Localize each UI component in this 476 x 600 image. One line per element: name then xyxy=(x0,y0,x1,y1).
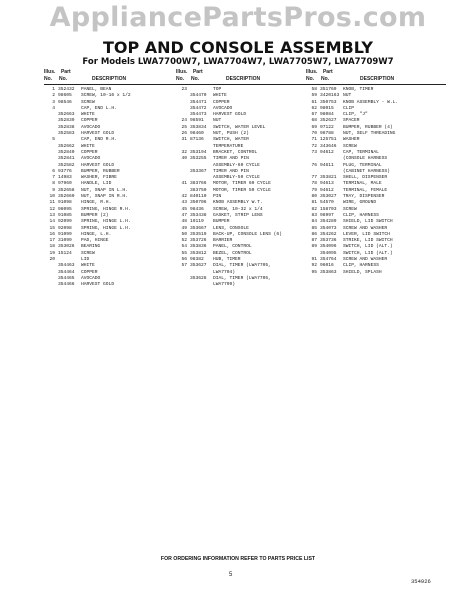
parts-column-2 xyxy=(176,69,306,289)
header-no-illus: No. xyxy=(44,76,53,82)
part-description: CAP, END R.H. xyxy=(81,137,117,143)
illus-number: 20 xyxy=(49,257,55,263)
illus-number: 6 xyxy=(52,168,55,174)
part-number: 54570 xyxy=(320,200,334,206)
part-description: LENS, CONSOLE xyxy=(213,225,249,231)
part-number: 354470 xyxy=(190,93,207,99)
part-description: SPRING, HINGE R.H. xyxy=(81,206,131,212)
part-description: WHITE xyxy=(213,93,227,99)
part-description: AVOCADO xyxy=(81,275,101,281)
header-illus: Illus. xyxy=(176,69,188,75)
part-description: STRIKE, LID SWITCH xyxy=(343,238,393,244)
illus-number: 19 xyxy=(49,250,55,256)
part-number: 158703 xyxy=(320,206,337,212)
illus-number: 79 xyxy=(311,187,317,193)
ordering-info-footer: FOR ORDERING INFORMATION REFER TO PARTS PRICE LIST xyxy=(160,556,316,562)
part-number: 383766 xyxy=(190,181,207,187)
illus-number: 91 xyxy=(311,257,317,263)
part-description: TEMPERATURE xyxy=(213,143,244,149)
part-description: ASSEMBLY-60 CYCLE xyxy=(213,162,260,168)
part-number: 94611 xyxy=(320,162,334,168)
part-description: KNOB ASSEMBLY - W.L. xyxy=(343,99,399,105)
part-description: HARVEST GOLD xyxy=(213,112,247,118)
part-number: 352839 xyxy=(58,118,75,124)
illus-number: 70 xyxy=(311,131,317,137)
illus-number: 15 xyxy=(49,225,55,231)
illus-number: 17 xyxy=(49,238,55,244)
illus-number: 41 xyxy=(181,181,187,187)
illus-number: 56 xyxy=(181,257,187,263)
part-description: HANDLE, LID xyxy=(81,181,112,187)
part-description: SPRING, HINGE L.H. xyxy=(81,219,131,225)
illus-number: 18 xyxy=(49,244,55,250)
part-description: CLIP xyxy=(343,105,355,111)
part-description: CAP, END L.H. xyxy=(81,105,117,111)
part-description: WHITE xyxy=(81,112,95,118)
part-number: 352840 xyxy=(58,149,75,155)
illus-number: 16 xyxy=(49,231,55,237)
illus-number: 5 xyxy=(52,137,55,143)
part-description: DIAL, TIMER (LWA7705, xyxy=(213,263,271,269)
part-description: (CABINET HARNESS) xyxy=(343,168,390,174)
illus-number: 7 xyxy=(52,175,55,181)
part-number: 352841 xyxy=(58,156,75,162)
part-description: NUT, SELF THREADING xyxy=(343,131,396,137)
part-description: WASHER, FIBRE xyxy=(81,175,117,181)
part-description: AVOCADO xyxy=(81,124,101,130)
parts-column-3 xyxy=(306,69,446,276)
part-description: SWITCH, LID (ALT.) xyxy=(343,244,393,250)
part-number: 87136 xyxy=(190,137,204,143)
part-description: LEVER, LID SWITCH xyxy=(343,231,390,237)
parts-list xyxy=(176,87,306,289)
part-description: BACK-UP, CONSOLE LENS (6) xyxy=(213,231,282,237)
header-part: Part xyxy=(192,69,203,75)
part-description: ASSEMBLY-50 CYCLE xyxy=(213,175,260,181)
part-description: DIAL, TIMER (LWA7705, xyxy=(213,275,271,281)
part-description: COPPER xyxy=(81,118,98,124)
part-row xyxy=(44,282,176,288)
illus-number: 71 xyxy=(311,137,317,143)
illus-number: 81 xyxy=(311,200,317,206)
illus-number: 10 xyxy=(49,194,55,200)
part-description: PANEL, BEAN xyxy=(81,87,112,92)
header-illus: Illus. xyxy=(306,69,318,75)
part-description: SHELL, DISPENSER xyxy=(343,175,388,181)
illus-number: 62 xyxy=(311,105,317,111)
part-number: 354465 xyxy=(58,275,75,281)
part-number: 98997 xyxy=(320,212,334,218)
part-number: 31099 xyxy=(58,238,72,244)
illus-number: 48 xyxy=(181,219,187,225)
part-description: COPPER xyxy=(81,149,98,155)
part-description: LID xyxy=(81,257,90,263)
part-number: 353863 xyxy=(320,269,337,275)
document-code: 354926 xyxy=(411,578,431,585)
part-number: 352627 xyxy=(320,118,337,124)
illus-number: 80 xyxy=(311,194,317,200)
illus-number: 24 xyxy=(181,118,187,124)
illus-number: 78 xyxy=(311,181,317,187)
part-description: HUB, TIMER xyxy=(213,257,241,263)
parts-list xyxy=(306,87,446,276)
column-header xyxy=(44,69,176,85)
parts-column-1 xyxy=(44,69,176,289)
illus-number: 83 xyxy=(311,212,317,218)
header-no-part: No. xyxy=(191,76,200,82)
part-description: BUMPER xyxy=(213,219,230,225)
illus-number: 84 xyxy=(311,219,317,225)
part-number: 98460 xyxy=(190,131,204,137)
part-description: CLIP, HARNESS xyxy=(343,212,379,218)
part-number: 350753 xyxy=(320,99,337,105)
part-description: (CONSOLE HARNESS xyxy=(343,156,388,162)
part-description: MOTOR, TIMER 50 CYCLE xyxy=(213,187,271,193)
part-number: 98788 xyxy=(320,131,334,137)
header-part: Part xyxy=(60,69,71,75)
part-number: 19119 xyxy=(190,219,204,225)
part-description: HARVEST GOLD xyxy=(81,162,115,168)
illus-number: 23 xyxy=(181,87,187,92)
illus-number: 86 xyxy=(311,231,317,237)
part-description: KNOB ASSEMBLY W.T. xyxy=(213,200,263,206)
part-description: SHIELD, SPLASH xyxy=(343,269,382,275)
illus-number: 3 xyxy=(52,99,55,105)
part-number: 354472 xyxy=(190,105,207,111)
part-number: 352658 xyxy=(58,187,75,193)
part-number: 353194 xyxy=(190,149,207,155)
illus-number: 50 xyxy=(181,231,187,237)
part-description: NUT, PUSH (2) xyxy=(213,131,249,137)
illus-number: 45 xyxy=(181,206,187,212)
part-description: HARVEST GOLD xyxy=(81,131,115,137)
part-number: 98605 xyxy=(58,93,72,99)
part-number: 94612 xyxy=(320,187,334,193)
part-description: BEZEL, CONTROL xyxy=(213,250,252,256)
part-description: BEARING xyxy=(81,244,101,250)
part-number: 354764 xyxy=(320,257,337,263)
part-number: 353821 xyxy=(320,175,337,181)
part-number: 91085 xyxy=(58,212,72,218)
part-number: 352663 xyxy=(58,112,75,118)
illus-number: 54 xyxy=(181,244,187,250)
part-number: 352432 xyxy=(58,87,75,92)
part-number: 353367 xyxy=(190,168,207,174)
part-description: SCREW xyxy=(343,206,357,212)
part-number: 98591 xyxy=(190,118,204,124)
header-description: DESCRIPTION xyxy=(226,76,261,82)
part-description: WASHER xyxy=(343,137,360,143)
part-number: 353834 xyxy=(190,124,207,130)
part-description: TIMER AND PIN xyxy=(213,168,249,174)
part-description: BUMPER, RUBBER xyxy=(81,168,120,174)
part-number: 93776 xyxy=(58,168,72,174)
part-number: 353255 xyxy=(190,156,207,162)
illus-number: 11 xyxy=(49,200,55,206)
part-number: 97960 xyxy=(58,181,72,187)
part-description: PIN xyxy=(213,194,222,200)
part-number: 98095 xyxy=(58,206,72,212)
part-description: TIMER AND PIN xyxy=(213,156,249,162)
part-description: HINGE, R.H. xyxy=(81,200,112,206)
part-number: 353667 xyxy=(190,225,207,231)
part-number: 352583 xyxy=(58,131,75,137)
illus-number: 26 xyxy=(181,131,187,137)
part-number: 354096 xyxy=(320,244,337,250)
part-number: 352582 xyxy=(58,162,75,168)
illus-number: 95 xyxy=(311,269,317,275)
part-number: 353627 xyxy=(190,263,207,269)
part-number: 354289 xyxy=(320,219,337,225)
part-description: SHIELD, LID SWITCH xyxy=(343,219,393,225)
part-number: 354095 xyxy=(320,250,337,256)
part-number: 125751 xyxy=(320,137,337,143)
part-number: 354073 xyxy=(320,225,337,231)
illus-number: 76 xyxy=(311,162,317,168)
part-description: WHITE xyxy=(81,263,95,269)
part-row xyxy=(176,282,306,288)
part-description: PANEL, CONTROL xyxy=(213,244,252,250)
header-part: Part xyxy=(322,69,333,75)
part-number: 353519 xyxy=(190,231,207,237)
part-description: SCREW AND WASHER xyxy=(343,257,388,263)
part-description: TRAY, DISPENSER xyxy=(343,194,385,200)
part-number: 3420163 xyxy=(320,93,340,99)
part-number: 354463 xyxy=(58,263,75,269)
parts-list xyxy=(44,87,176,289)
part-number: 96016 xyxy=(320,263,334,269)
part-number: 354471 xyxy=(190,99,207,105)
part-description: NUT, SNAP IN R.H. xyxy=(81,194,128,200)
part-description: SCREW, 10-16 x 1/2 xyxy=(81,93,131,99)
part-description: LWA7709) xyxy=(213,282,236,288)
part-number: 353812 xyxy=(190,250,207,256)
illus-number: 1 xyxy=(52,87,55,92)
part-description: CAP, TERMINAL xyxy=(343,149,379,155)
illus-number: 4 xyxy=(52,105,55,111)
part-number: 98382 xyxy=(190,257,204,263)
part-number: 354473 xyxy=(190,112,207,118)
part-number: 353726 xyxy=(190,238,207,244)
part-number: 91099 xyxy=(58,231,72,237)
part-row xyxy=(306,270,446,276)
part-number: 97122 xyxy=(320,124,334,130)
part-number: 14983 xyxy=(58,175,72,181)
part-description: CLIP, "J" xyxy=(343,112,368,118)
part-description: TERMINAL, FEMALE xyxy=(343,187,388,193)
part-description: NUT, SNAP IN L.H. xyxy=(81,187,128,193)
part-description: PLUG, TERMINAL xyxy=(343,162,382,168)
part-number: 354464 xyxy=(58,269,75,275)
header-no-illus: No. xyxy=(176,76,185,82)
part-number: 351769 xyxy=(320,87,337,92)
header-illus: Illus. xyxy=(44,69,56,75)
part-number: 92099 xyxy=(58,219,72,225)
illus-number: 69 xyxy=(311,124,317,130)
part-number: 353438 xyxy=(190,212,207,218)
part-number: 352662 xyxy=(58,143,75,149)
part-description: SWITCH, WATER LEVEL xyxy=(213,124,266,130)
part-number: 343646 xyxy=(320,143,337,149)
part-description: WIRE, GROUND xyxy=(343,200,377,206)
models-subtitle: For Models LWA7700W7, LWA7704W7, LWA7705W7, LWA7709W7 xyxy=(82,57,394,67)
part-number: 840110 xyxy=(190,194,207,200)
part-description: COPPER xyxy=(213,99,230,105)
part-number: 354466 xyxy=(58,282,75,288)
part-description: SWITCH, LID (ALT.) xyxy=(343,250,393,256)
page-number: 5 xyxy=(229,572,233,578)
part-description: TERMINAL, MALE xyxy=(343,181,382,187)
part-number: 94613 xyxy=(320,181,334,187)
illus-number: 72 xyxy=(311,143,317,149)
part-number: 352660 xyxy=(58,194,75,200)
part-description: MOTOR, TIMER 60 CYCLE xyxy=(213,181,271,187)
illus-number: 43 xyxy=(181,200,187,206)
part-description: BRACKET, CONTROL xyxy=(213,149,258,155)
illus-number: 49 xyxy=(181,225,187,231)
illus-number: 9 xyxy=(52,187,55,193)
illus-number: 73 xyxy=(311,149,317,155)
column-header xyxy=(176,69,306,85)
illus-number: 55 xyxy=(181,250,187,256)
part-description: PAD, HINGE xyxy=(81,238,109,244)
part-number: 352838 xyxy=(58,124,75,130)
illus-number: 13 xyxy=(49,212,55,218)
illus-number: 8 xyxy=(52,181,55,187)
column-header xyxy=(306,69,446,85)
part-description: SCREW, 10-32 x 1/4 xyxy=(213,206,263,212)
illus-number: 57 xyxy=(181,263,187,269)
part-description: COPPER xyxy=(81,269,98,275)
part-description: SCREW xyxy=(81,250,95,256)
watermark-logo: AppliancePartsPros.com xyxy=(49,2,427,33)
illus-number: 77 xyxy=(311,175,317,181)
illus-number: 58 xyxy=(311,87,317,92)
part-number: 353836 xyxy=(190,244,207,250)
part-description: HINGE, L.H. xyxy=(81,231,112,237)
part-number: 98436 xyxy=(190,206,204,212)
part-description: KNOB, TIMER xyxy=(343,87,374,92)
part-description: SCREW xyxy=(343,143,357,149)
part-number: 353628 xyxy=(190,275,207,281)
illus-number: 25 xyxy=(181,124,187,130)
illus-number: 67 xyxy=(311,112,317,118)
part-description: HARVEST GOLD xyxy=(81,282,115,288)
header-no-part: No. xyxy=(59,76,68,82)
part-number: 15124 xyxy=(58,250,72,256)
illus-number: 42 xyxy=(181,194,187,200)
part-description: BUMPER, RUBBER (4) xyxy=(343,124,393,130)
illus-number: 59 xyxy=(311,93,317,99)
page-title: TOP AND CONSOLE ASSEMBLY xyxy=(102,38,374,57)
illus-number: 40 xyxy=(181,156,187,162)
part-description: AVOCADO xyxy=(81,156,101,162)
part-description: SWITCH, WATER xyxy=(213,137,249,143)
illus-number: 82 xyxy=(311,206,317,212)
part-number: 383750 xyxy=(190,187,207,193)
header-no-part: No. xyxy=(321,76,330,82)
part-description: SCREW xyxy=(81,99,95,105)
illus-number: 92 xyxy=(311,263,317,269)
illus-number: 12 xyxy=(49,206,55,212)
part-description: NUT xyxy=(343,93,352,99)
illus-number: 89 xyxy=(311,244,317,250)
part-number: 98015 xyxy=(320,105,334,111)
part-description: GASKET, STRIP LENS xyxy=(213,212,263,218)
part-description: BARRIER xyxy=(213,238,233,244)
part-description: TOP xyxy=(213,87,222,92)
part-number: 98084 xyxy=(320,112,334,118)
header-description: DESCRIPTION xyxy=(92,76,127,82)
illus-number: 47 xyxy=(181,212,187,218)
part-number: 353027 xyxy=(320,194,337,200)
part-description: SCREW AND WASHER xyxy=(343,225,388,231)
illus-number: 68 xyxy=(311,118,317,124)
illus-number: 32 xyxy=(181,149,187,155)
part-number: 91098 xyxy=(58,200,72,206)
illus-number: 52 xyxy=(181,238,187,244)
part-description: AVOCADO xyxy=(213,105,233,111)
header-no-illus: No. xyxy=(306,76,315,82)
part-number: 94612 xyxy=(320,149,334,155)
illus-number: 85 xyxy=(311,225,317,231)
illus-number: 2 xyxy=(52,93,55,99)
illus-number: 31 xyxy=(181,137,187,143)
part-number: 92098 xyxy=(58,225,72,231)
illus-number: 61 xyxy=(311,99,317,105)
part-description: BUMPER (2) xyxy=(81,212,109,218)
part-description: SPACER xyxy=(343,118,360,124)
part-description: WHITE xyxy=(81,143,95,149)
part-number: 354262 xyxy=(320,231,337,237)
part-description: SPRING, HINGE L.H. xyxy=(81,225,131,231)
part-number: 98546 xyxy=(58,99,72,105)
part-number: 353736 xyxy=(320,238,337,244)
illus-number: 87 xyxy=(311,238,317,244)
part-description: LWA7704) xyxy=(213,269,236,275)
part-description: CLIP, HARNESS xyxy=(343,263,379,269)
part-description: NUT xyxy=(213,118,222,124)
part-number: 353026 xyxy=(58,244,75,250)
part-number: 350706 xyxy=(190,200,207,206)
illus-number: 14 xyxy=(49,219,55,225)
header-description: DESCRIPTION xyxy=(360,76,395,82)
